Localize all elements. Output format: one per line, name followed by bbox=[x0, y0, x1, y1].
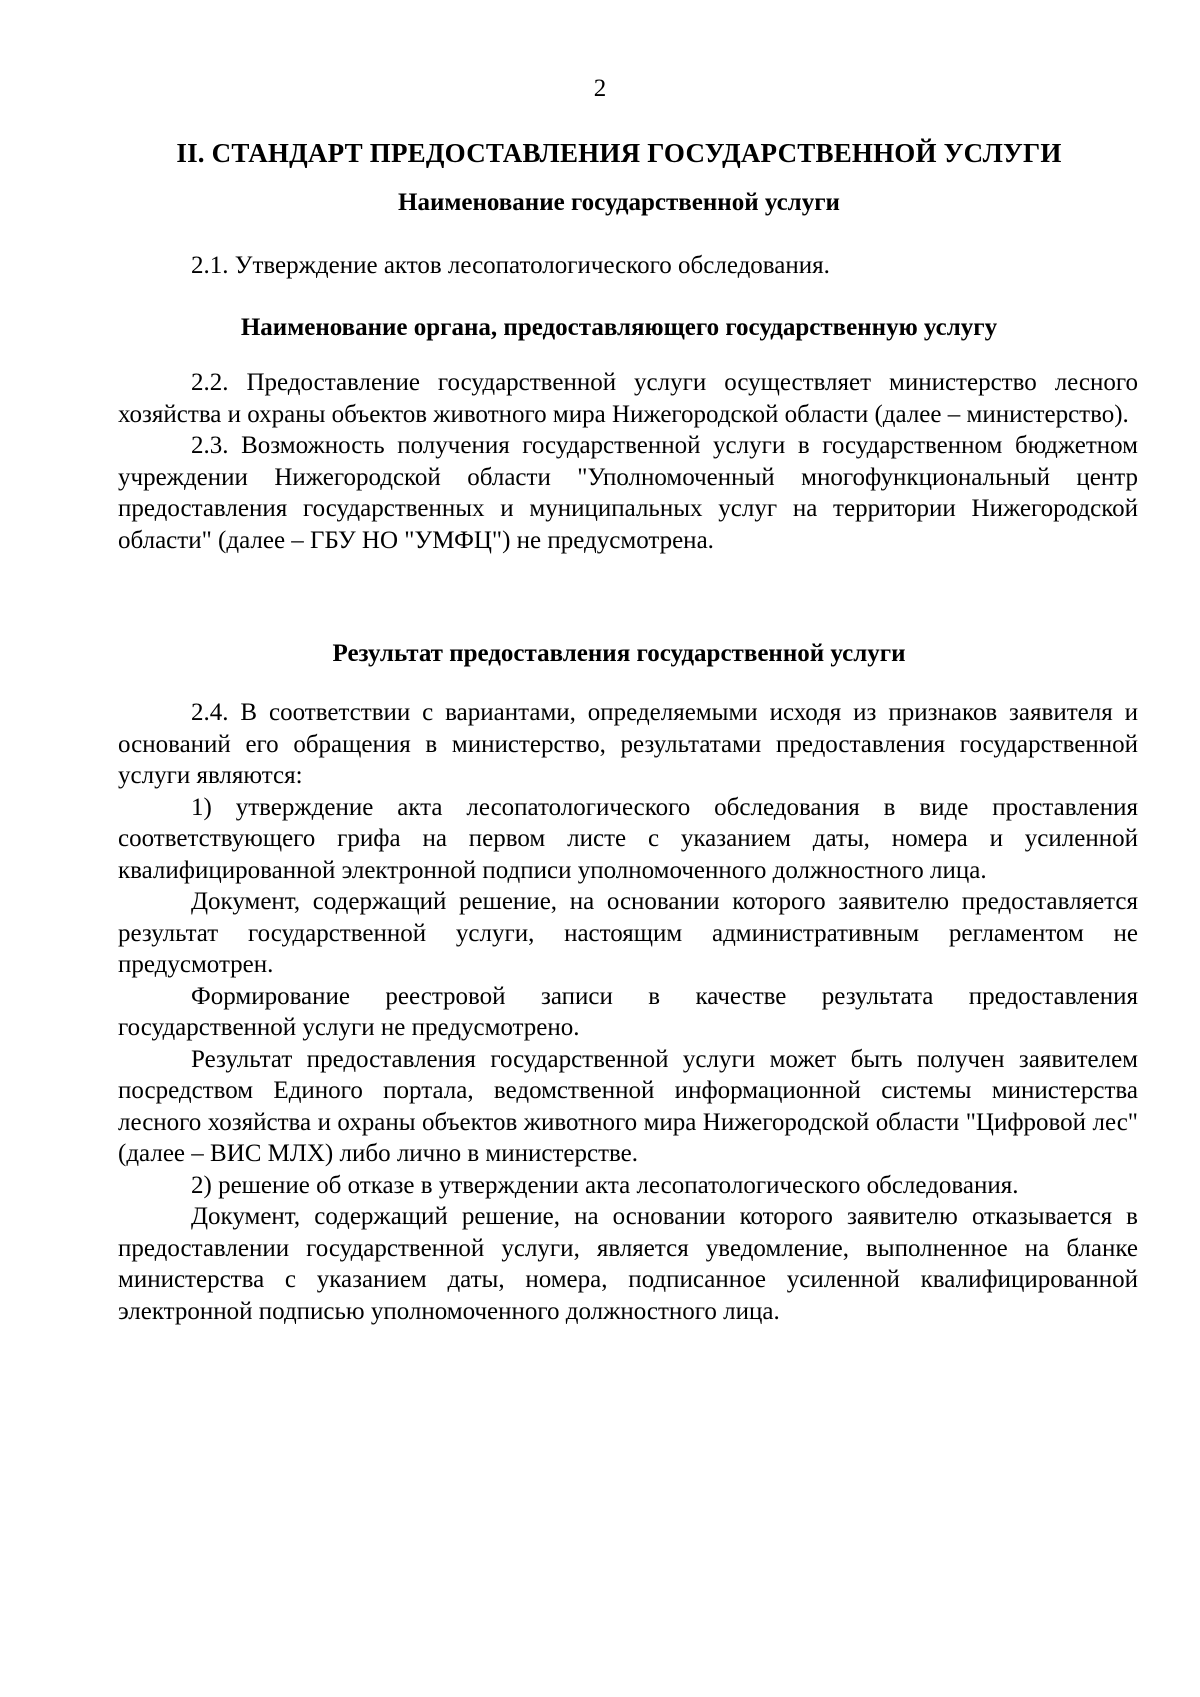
paragraph-registry-record: Формирование реестровой записи в качестве результата предоставления государственной услуги не предусмотрено. bbox=[118, 982, 1138, 1041]
page-number: 2 bbox=[593, 75, 607, 102]
heading-result: Результат предоставления государственной услуги bbox=[332, 640, 906, 667]
authority-block bbox=[118, 367, 1138, 556]
paragraph-result-2: 2) решение об отказе в утверждении акта лесопатологического обследования. bbox=[191, 1171, 1019, 1199]
heading-authority: Наименование органа, предоставляющего государственную услугу bbox=[240, 314, 998, 341]
paragraph-result-1: 1) утверждение акта лесопатологического обследования в виде проставления соответствующего грифа на первом листе с указанием даты, номера и усиленной квалифицированной электронной подписи уполномоченного должностного лица. bbox=[118, 793, 1138, 884]
paragraph-result-delivery: Результат предоставления государственной услуги может быть получен заявителем посредством Единого портала, ведомственной информационной системы министерства лесного хозяйства и охраны объектов животного мира Нижегородской области "Цифровой лес" (далее – ВИС МЛХ) либо лично в министерстве. bbox=[118, 1045, 1138, 1167]
paragraph-document-decision: Документ, содержащий решение, на основании которого заявителю предоставляется результат государственной услуги, настоящим административным регламентом не предусмотрен. bbox=[118, 888, 1138, 978]
section-title: II. СТАНДАРТ ПРЕДОСТАВЛЕНИЯ ГОСУДАРСТВЕННОЙ УСЛУГИ bbox=[176, 138, 1062, 168]
paragraph-2-1: 2.1. Утверждение актов лесопатологического обследования. bbox=[191, 252, 830, 279]
heading-service-name: Наименование государственной услуги bbox=[398, 189, 840, 216]
service-name-block bbox=[118, 250, 1138, 282]
result-block bbox=[118, 697, 1138, 1327]
paragraph-2-4: 2.4. В соответствии с вариантами, определяемыми исходя из признаков заявителя и оснований его обращения в министерство, результатами предоставления государственной услуги являются: bbox=[118, 699, 1138, 789]
paragraph-2-2: 2.2. Предоставление государственной услуги осуществляет министерство лесного хозяйства и охраны объектов животного мира Нижегородской области (далее – министерство). bbox=[118, 369, 1138, 428]
paragraph-refusal-document: Документ, содержащий решение, на основании которого заявителю отказывается в предоставлении государственной услуги, является уведомление, выполненное на бланке министерства с указанием даты, номера, подписанное усиленной квалифицированной электронной подписью уполномоченного должностного лица. bbox=[118, 1203, 1138, 1325]
paragraph-2-3: 2.3. Возможность получения государственной услуги в государственном бюджетном учреждении Нижегородской области "Уполномоченный многофункциональный центр предоставления государственных и муниципальных услуг на территории Нижегородской области" (далее – ГБУ НО "УМФЦ") не предусмотрена. bbox=[118, 432, 1138, 554]
